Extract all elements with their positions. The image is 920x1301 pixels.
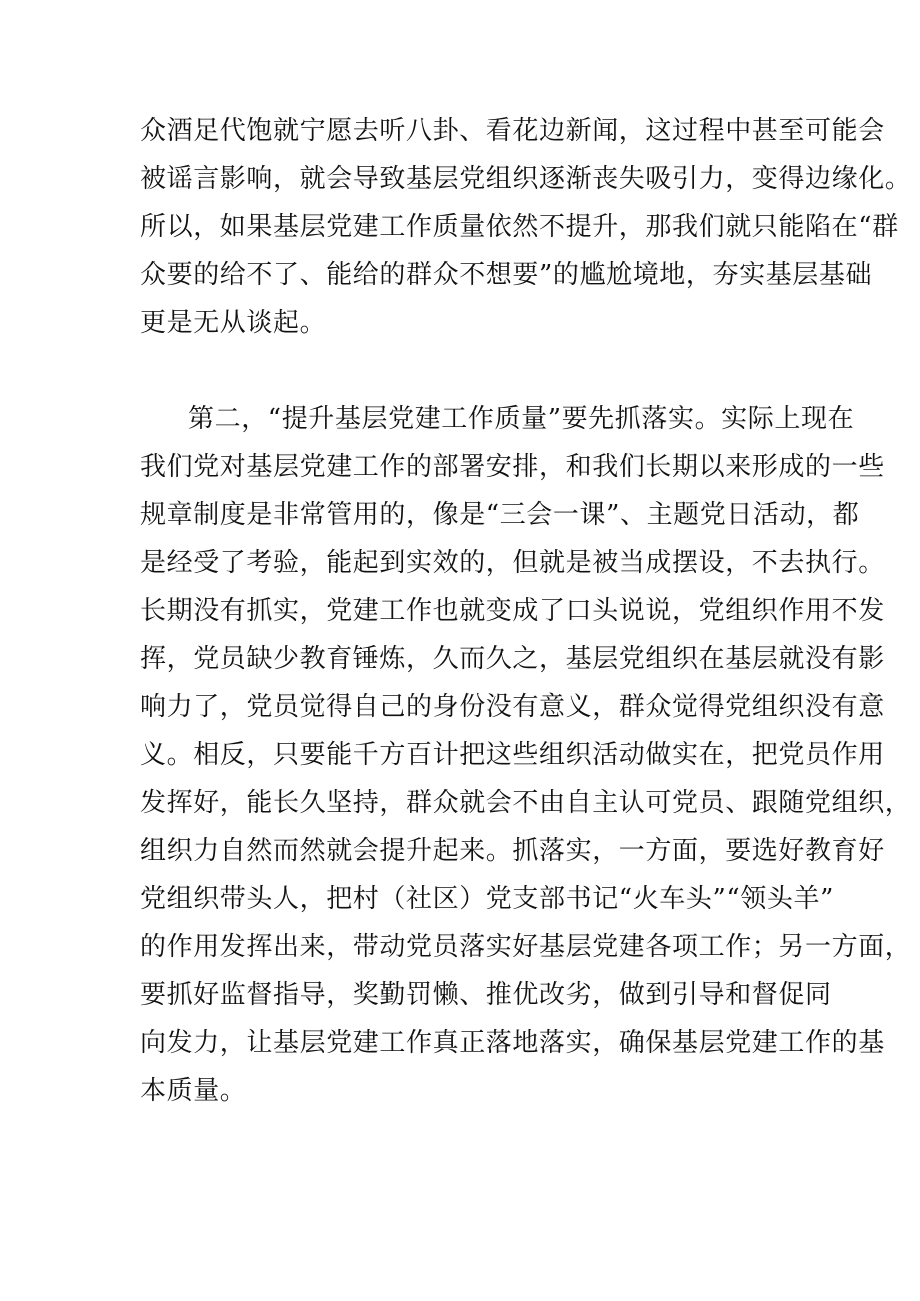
text-line: 长期没有抓实，党建工作也就变成了口头说说，党组织作用不发 [140, 596, 885, 626]
text-line: 是经受了考验，能起到实效的，但就是被当成摆设，不去执行。 [140, 548, 885, 578]
text-line: 更是无从谈起。 [140, 308, 327, 338]
text-line: 党组织带头人，把村（社区）党支部书记“火车头”“领头羊” [140, 884, 834, 914]
text-line: 众酒足代饱就宁愿去听八卦、看花边新闻，这过程中甚至可能会 [140, 116, 885, 146]
text-line: 要抓好监督指导，奖勤罚懒、推优改劣，做到引导和督促同 [140, 980, 832, 1010]
text-line: 规章制度是非常管用的，像是“三会一课”、主题党日活动，都 [140, 500, 860, 530]
text-line: 所以，如果基层党建工作质量依然不提升，那我们就只能陷在“群 [140, 212, 899, 242]
text-line: 向发力，让基层党建工作真正落地落实，确保基层党建工作的基 [140, 1028, 885, 1058]
text-line: 我们党对基层党建工作的部署安排，和我们长期以来形成的一些 [140, 452, 885, 482]
text-line: 第二，“提升基层党建工作质量”要先抓落实。实际上现在 [188, 404, 855, 434]
text-line: 的作用发挥出来，带动党员落实好基层党建各项工作；另一方面， [140, 932, 912, 962]
text-line: 本质量。 [140, 1076, 247, 1106]
text-line: 响力了，党员觉得自己的身份没有意义，群众觉得党组织没有意 [140, 692, 885, 722]
text-line: 被谣言影响，就会导致基层党组织逐渐丧失吸引力，变得边缘化。 [140, 164, 912, 194]
text-line: 组织力自然而然就会提升起来。抓落实，一方面，要选好教育好 [140, 836, 885, 866]
text-line: 众要的给不了、能给的群众不想要”的尴尬境地，夯实基层基础 [140, 260, 873, 290]
text-line: 发挥好，能长久坚持，群众就会不由自主认可党员、跟随党组织， [140, 788, 912, 818]
text-line: 挥，党员缺少教育锤炼，久而久之，基层党组织在基层就没有影 [140, 644, 885, 674]
text-line: 义。相反，只要能千方百计把这些组织活动做实在，把党员作用 [140, 740, 885, 770]
